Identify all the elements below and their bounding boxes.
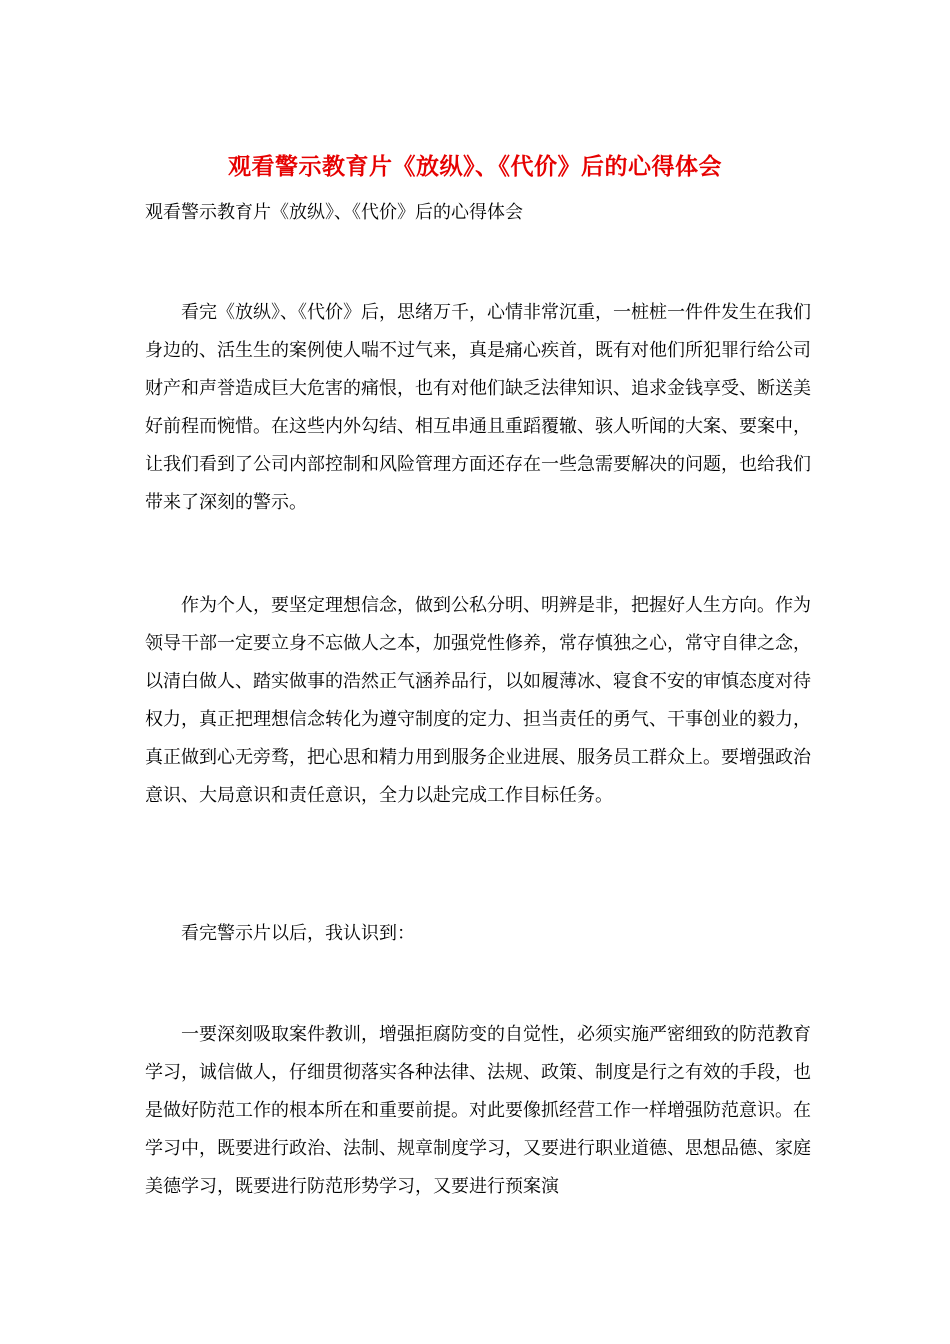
document-title: 观看警示教育片《放纵》、《代价》后的心得体会 — [228, 153, 722, 180]
body-paragraph: 一要深刻吸取案件教训，增强拒腐防变的自觉性，必须实施严密细致的防范教育学习，诚信做人，仔细贯彻落实各种法律、法规、政策、制度是行之有效的手段，也是做好防范工作的根本所在和重要前提。对此要像抓经营工作一样增强防范意识。在学习中，既要进行政治、法制、规章制度学习，又要进行职业道德、思想品德、家庭美德学习，既要进行防范形势学习，又要进行预案演 — [145, 1024, 811, 1197]
body-paragraph: 作为个人，要坚定理想信念，做到公私分明、明辨是非，把握好人生方向。作为领导干部一定要立身不忘做人之本，加强党性修养，常存慎独之心，常守自律之念，以清白做人、踏实做事的浩然正气涵养品行，以如履薄冰、寝食不安的审慎态度对待权力，真正把理想信念转化为遵守制度的定力、担当责任的勇气、干事创业的毅力，真正做到心无旁骛，把心思和精力用到服务企业进展、服务员工群众上。要增强政治意识、大局意识和责任意识，全力以赴完成工作目标任务。 — [145, 595, 811, 806]
body-paragraph: 看完《放纵》、《代价》后，思绪万千，心情非常沉重，一桩桩一件件发生在我们身边的、活生生的案例使人喘不过气来，真是痛心疾首，既有对他们所犯罪行给公司财产和声誉造成巨大危害的痛恨，也有对他们缺乏法律知识、追求金钱享受、断送美好前程而惋惜。在这些内外勾结、相互串通且重蹈覆辙、骇人听闻的大案、要案中，让我们看到了公司内部控制和风险管理方面还存在一些急需要解决的问题，也给我们带来了深刻的警示。 — [145, 302, 811, 513]
document-subtitle: 观看警示教育片《放纵》、《代价》后的心得体会 — [145, 202, 523, 223]
body-paragraph: 看完警示片以后，我认识到： — [181, 923, 415, 944]
